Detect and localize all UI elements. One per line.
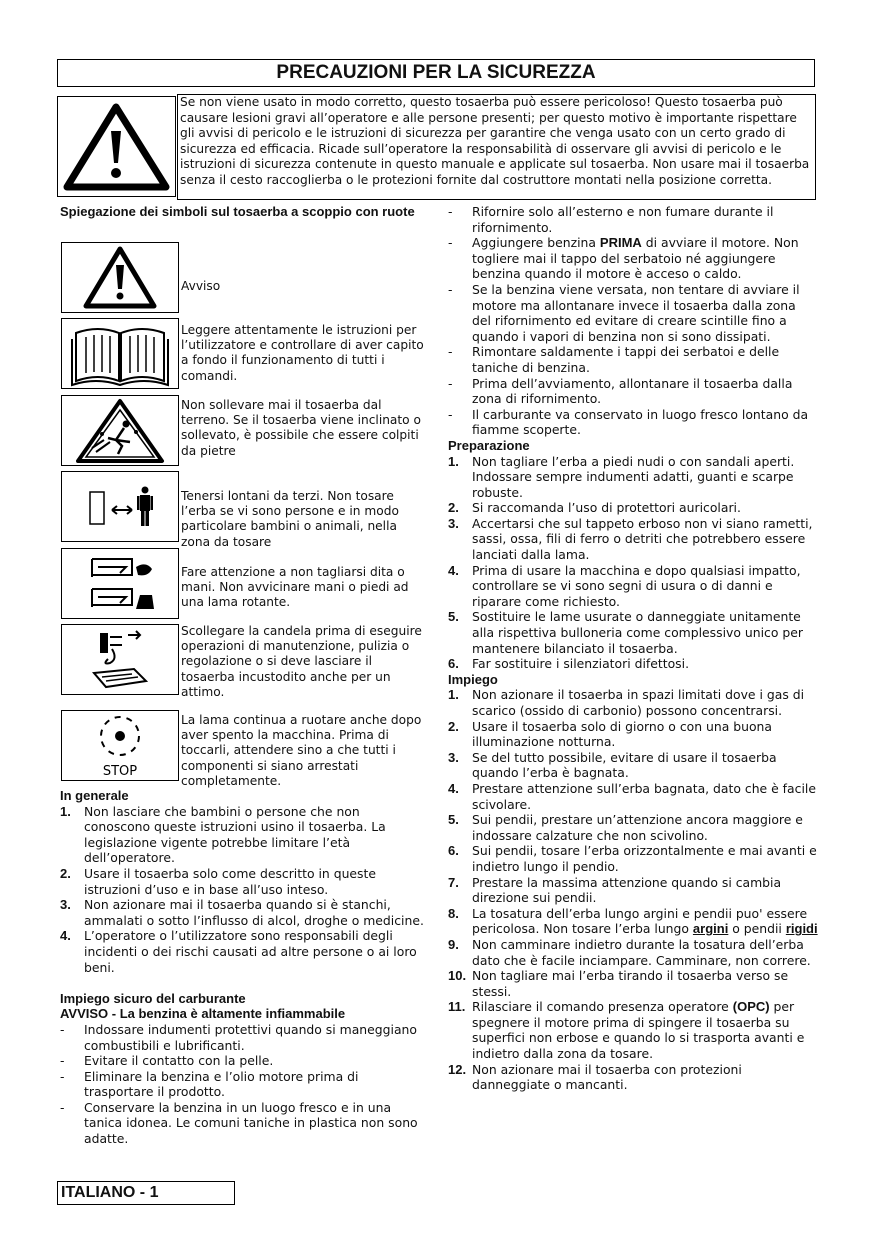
list-item: 1. Non azionare il tosaerba in spazi limitati dove i gas di scarico (ossido di carbonio) possono concentrarsi. <box>448 687 805 718</box>
symbol-text-keep-distance: Tenersi lontani da terzi. Non tosare l’erba se vi sono persone e in modo particolare bambini o animali, nella zona da tosare <box>181 489 399 549</box>
list-item: 3. Accertarsi che sul tappeto erboso non vi siano rametti, sassi, ossa, fili di ferro o detriti che potrebbero essere lanciati dalla lama. <box>448 515 813 563</box>
list-item: 3. Se del tutto possibile, evitare di usare il tosaerba quando l’erba è bagnata. <box>448 749 777 781</box>
list-item: 6. Far sostituire i silenziatori difettosi. <box>448 656 690 672</box>
list-item: - Eliminare la benzina e l’olio motore prima di trasportare il prodotto. <box>60 1068 359 1100</box>
blade-stop-icon <box>62 711 178 780</box>
keep-distance-icon <box>62 472 178 541</box>
list-item: 7. Prestare la massima attenzione quando si cambia direzione sui pendii. <box>448 874 782 906</box>
symbol-box-keep-distance <box>61 471 179 542</box>
list-item: 3. Non azionare mai il tosaerba quando si è stanchi, ammalati o sotto l’influsso di alcol, droghe o medicine. <box>60 897 424 928</box>
list-item: - Prima dell’avviamento, allontanare il tosaerba dalla zona di rifornimento. <box>448 375 793 407</box>
list-item: - Conservare la benzina in un luogo fresco e in una tanica idonea. Le comuni taniche in plastica non sono adatte. <box>60 1099 418 1147</box>
list-item: 4. Prestare attenzione sull’erba bagnata, dato che è facile scivolare. <box>448 780 816 812</box>
symbol-box-warning <box>61 242 179 313</box>
list-item: - Il carburante va conservato in luogo fresco lontano da fiamme scoperte. <box>448 406 809 438</box>
list-item: 1. Non tagliare l’erba a piedi nudi o con sandali aperti. Indossare sempre indumenti adatti, guanti e scarpe robuste. <box>448 453 795 500</box>
stop-label: STOP <box>102 764 138 779</box>
spark-plug-icon <box>62 625 178 694</box>
symbol-text-warning: Avviso <box>181 279 221 293</box>
list-item: 1. Non lasciare che bambini o persone che non conoscono queste istruzioni usino il tosaerba. La legislazione vigente potrebbe limitare l’età dell’operatore. <box>60 803 386 866</box>
symbol-box-blade-stop <box>61 710 179 781</box>
list-item: - Evitare il contatto con la pelle. <box>60 1053 274 1069</box>
list-item: - Se la benzina viene versata, non tentare di avviare il motore ma allontanare invece il tosaerba dalla zona del rifornimento ed evitare di creare scintille fino a quando i vapori di benzina non si sono dissipati. <box>448 281 800 344</box>
symbol-box-manual <box>61 318 179 389</box>
warning-symbol <box>57 96 176 197</box>
list-item: 8. La tosatura dell’erba lungo argini e pendii puo' essere pericolosa. Non tosare l’erba lungo argini o pendii rigidi <box>448 905 818 937</box>
symbol-text-thrown-object: Non sollevare mai il tosaerba dal terreno. Se il tosaerba viene inclinato o sollevato, è possibile che essere colpiti da pietre <box>181 398 421 458</box>
list-item: 6. Sui pendii, tosare l’erba orizzontalmente e mai avanti e indietro lungo il pendio. <box>448 843 817 874</box>
symbol-box-blade <box>61 548 179 619</box>
thrown-object-icon <box>62 396 178 465</box>
list-item: - Aggiungere benzina PRIMA di avviare il motore. Non togliere mai il tappo del serbatoio né aggiungere benzina quando il motore è acceso o caldo. <box>448 235 799 282</box>
list-item: 2. Si raccomanda l’uso di protettori auricolari. <box>448 500 741 516</box>
right-column <box>448 204 818 1093</box>
warning-triangle-icon <box>62 243 178 312</box>
symbol-box-spark-plug <box>61 624 179 695</box>
list-item: - Rimontare saldamente i tappi dei serbatoi e delle taniche di benzina. <box>448 344 780 375</box>
list-item: 5. Sostituire le lame usurate o danneggiate unitamente alla rispettiva bulloneria come complessivo unico per mantenere bilanciato il tosaerba. <box>448 609 803 656</box>
symbol-text-spark-plug: Scollegare la candela prima di eseguire operazioni di manutenzione, pulizia o regolazione o si deve lasciare il tosaerba incustodito anche per un attimo. <box>181 624 422 699</box>
list-item: 12. Non azionare mai il tosaerba con protezioni danneggiate o mancanti. <box>448 1061 742 1093</box>
list-item: 10. Non tagliare mai l’erba tirando il tosaerba verso se stessi. <box>448 968 789 999</box>
list-item: - Rifornire solo all’esterno e non fumare durante il rifornimento. <box>448 204 774 235</box>
general-section <box>60 788 426 1147</box>
left-column <box>60 204 426 220</box>
list-item: 5. Sui pendii, prestare un’attenzione ancora maggiore e indossare calzature che non scivolino. <box>448 812 803 843</box>
list-item: 9. Non camminare indietro durante la tosatura dell’erba dato che è facile inciampare. Camminare, non correre. <box>448 936 811 968</box>
blade-hand-foot-icon <box>62 549 178 618</box>
list-item: 4. L’operatore o l’utilizzatore sono responsabili degli incidenti o dei rischi causati ad altre persone o ai loro beni. <box>60 928 417 975</box>
fuel-heading: Impiego sicuro del carburante <box>60 990 246 1006</box>
list-item: 2. Usare il tosaerba solo come descritto in queste istruzioni d’uso e in base all’uso inteso. <box>60 865 376 897</box>
manual-book-icon <box>62 319 178 388</box>
list-item: - Indossare indumenti protettivi quando si maneggiano combustibili e lubrificanti. <box>60 1021 417 1053</box>
general-heading: In generale <box>60 788 129 803</box>
preparation-heading: Preparazione <box>448 437 530 453</box>
fuel-warning: AVVISO - La benzina è altamente infiammabile <box>60 1006 346 1022</box>
list-item: 11. Rilasciare il comando presenza operatore (OPC) per spegnere il motore prima di spingere il tosaerba su superfici non erbose e quando lo si trasporta avanti e indietro dalla zona da tosare. <box>448 999 805 1062</box>
warning-triangle-icon <box>58 97 175 196</box>
symbol-text-manual: Leggere attentamente le istruzioni per l’utilizzatore e controllare di aver capito a fondo il funzionamento di tutti i comandi. <box>181 323 424 383</box>
page-footer: ITALIANO - 1 <box>57 1181 235 1205</box>
symbol-box-thrown-object <box>61 395 179 466</box>
intro-text: Se non viene usato in modo corretto, questo tosaerba può essere pericoloso! Questo tosaerba può causare lesioni gravi all’operatore e alle persone presenti; per questo motivo è importante rispettare gli avvisi di pericolo e le istruzioni di sicurezza per garantire che venga usato con un certo grado di sicurezza ed efficacia. Ricade sull’operatore la responsabilità di osservare gli avvisi di pericolo e le istruzioni di sicurezza contenute in questo manuale e applicate sul tosaerba. Non usare mai il tosaerba senza il cesto raccoglierba o le protezioni fornite dal costruttore montati nella posizione corretta. <box>177 94 816 200</box>
list-item: 2. Usare il tosaerba solo di giorno o con una buona illuminazione notturna. <box>448 718 772 750</box>
symbols-heading: Spiegazione dei simboli sul tosaerba a scoppio con ruote <box>60 204 415 219</box>
symbol-text-blade: Fare attenzione a non tagliarsi dita o mani. Non avvicinare mani o piedi ad una lama rotante. <box>181 565 409 610</box>
list-item: 4. Prima di usare la macchina e dopo qualsiasi impatto, controllare se vi sono segni di usura o di danni e riparare come richiesto. <box>448 562 801 609</box>
page-title: PRECAUZIONI PER LA SICUREZZA <box>57 59 815 87</box>
use-heading: Impiego <box>448 671 498 687</box>
symbol-text-blade-stop: La lama continua a ruotare anche dopo aver spento la macchina. Prima di toccarli, attendere sino a che tutti i componenti si siano arrestati completamente. <box>181 713 422 788</box>
